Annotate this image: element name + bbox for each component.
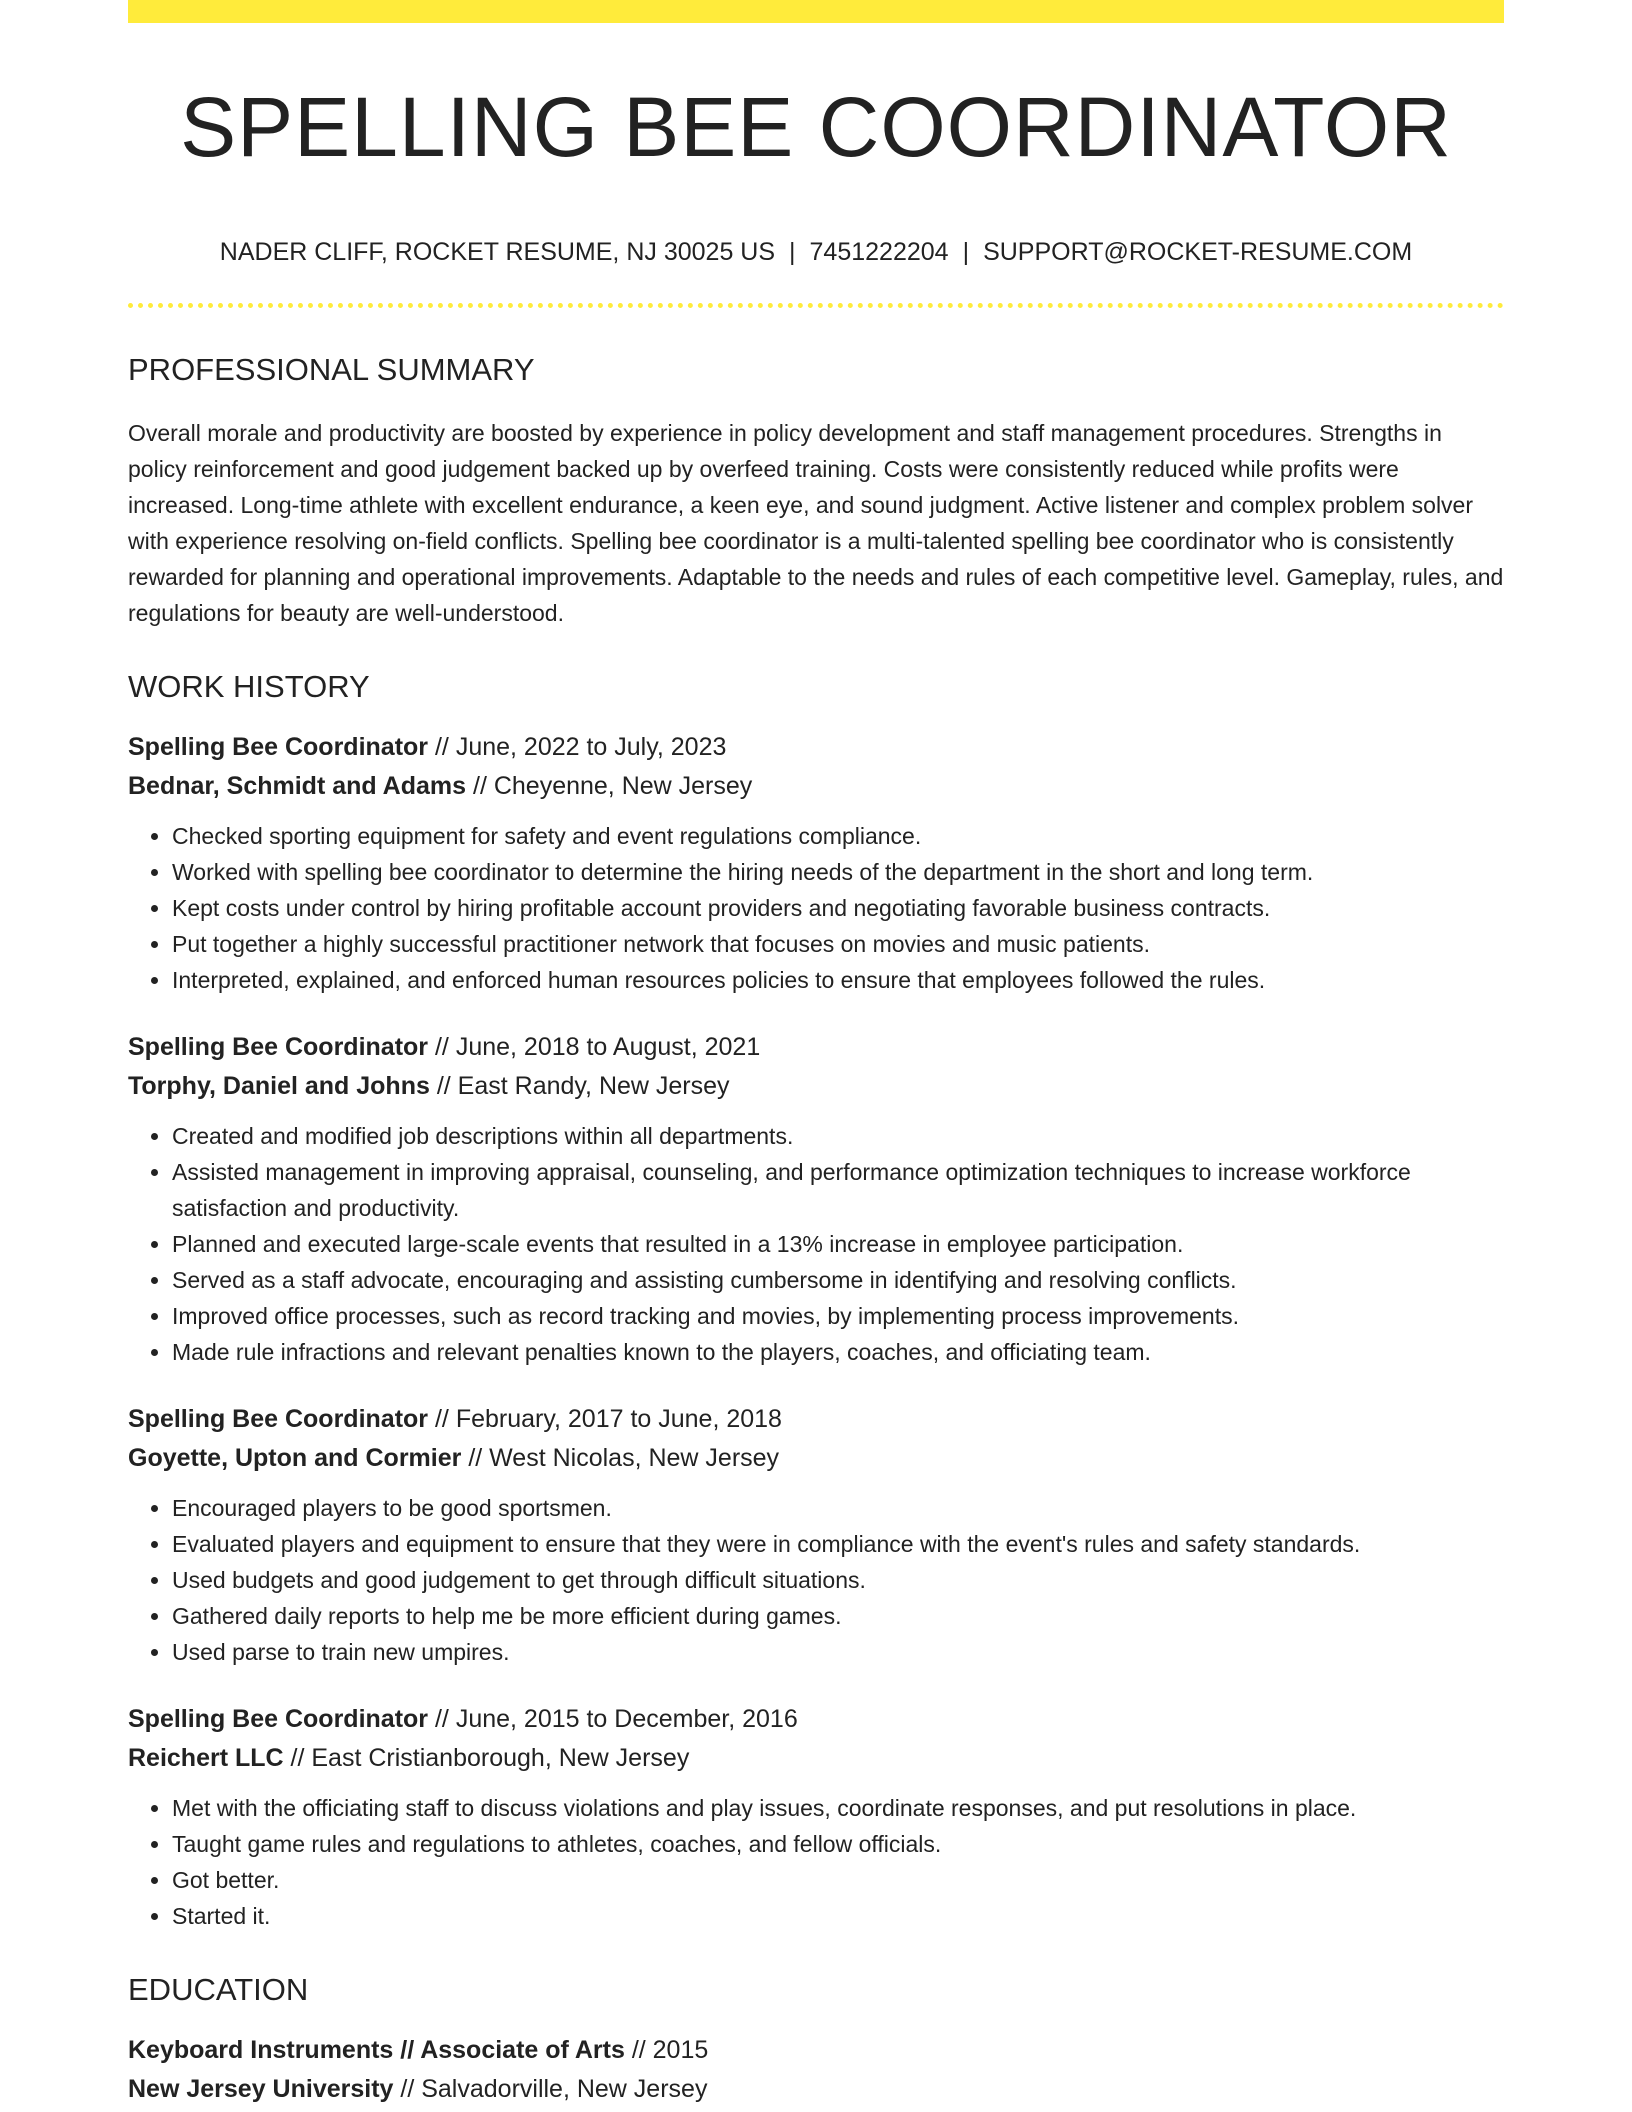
job-location: // East Randy, New Jersey: [429, 1072, 730, 1100]
job-bullet: • Served as a staff advocate, encouraging and assisting cumbersome in identifying and resolving conflicts.: [172, 1262, 1504, 1298]
job-title: Spelling Bee Coordinator: [128, 1405, 429, 1433]
job-bullet: • Checked sporting equipment for safety and event regulations compliance.: [172, 818, 1504, 854]
job-bullet: • Evaluated players and equipment to ensure that they were in compliance with the event's rules and safety standards.: [172, 1526, 1504, 1562]
job-bullet: • Taught game rules and regulations to athletes, coaches, and fellow officials.: [172, 1826, 1504, 1862]
contact-line: [128, 240, 1504, 265]
education-heading: EDUCATION: [128, 1972, 309, 2007]
job-dates: // June, 2018 to August, 2021: [428, 1033, 761, 1061]
job-dates: // February, 2017 to June, 2018: [428, 1405, 782, 1433]
education-entry: [128, 2031, 1504, 2109]
job-location: // East Cristianborough, New Jersey: [283, 1744, 690, 1772]
job-bullet: • Made rule infractions and relevant penalties known to the players, coaches, and officiating team.: [172, 1334, 1504, 1370]
job-company: Bednar, Schmidt and Adams: [128, 772, 467, 800]
top-accent-bar: [128, 0, 1504, 23]
job-bullet: • Encouraged players to be good sportsmen.: [172, 1490, 1504, 1526]
contact-email: SUPPORT@ROCKET-RESUME.COM: [983, 238, 1413, 266]
job-company-line: [128, 1439, 1504, 1478]
dotted-divider: [128, 303, 1504, 308]
job-bullets: [128, 1790, 1504, 1934]
education-school: New Jersey University: [128, 2075, 394, 2103]
contact-phone: 7451222204: [809, 238, 949, 266]
job-bullet: • Started it.: [172, 1898, 1504, 1934]
job-company: Goyette, Upton and Cormier: [128, 1444, 462, 1472]
job-company: Reichert LLC: [128, 1744, 284, 1772]
job-title-line: [128, 1400, 1504, 1439]
summary-text: Overall morale and productivity are boosted by experience in policy development and staff management procedures. Strengths in policy reinforcement and good judgement backed up by overfeed training. Costs were consistently reduced while profits were increased. Long-time athlete with excellent endurance, a keen eye, and sound judgment. Active listener and complex problem solver with experience resolving on-field conflicts. Spelling bee coordinator is a multi-talented spelling bee coordinator who is consistently rewarded for planning and operational improvements. Adaptable to the needs and rules of each competitive level. Gameplay, rules, and regulations for beauty are well-understood.: [128, 420, 1504, 626]
job-entry: [128, 1028, 1504, 1370]
contact-separator: |: [962, 238, 970, 266]
job-company-line: [128, 1739, 1504, 1778]
job-title: Spelling Bee Coordinator: [128, 1033, 429, 1061]
job-bullet: • Created and modified job descriptions within all departments.: [172, 1118, 1504, 1154]
job-bullet: • Met with the officiating staff to discuss violations and play issues, coordinate responses, and put resolutions in place.: [172, 1790, 1504, 1826]
job-location: // Cheyenne, New Jersey: [466, 772, 753, 800]
contact-separator: |: [789, 238, 796, 266]
job-bullets: [128, 1490, 1504, 1670]
job-bullet: • Gathered daily reports to help me be more efficient during games.: [172, 1598, 1504, 1634]
job-dates: // June, 2022 to July, 2023: [428, 733, 727, 761]
job-bullet: • Planned and executed large-scale events that resulted in a 13% increase in employee participation.: [172, 1226, 1504, 1262]
job-bullet: • Got better.: [172, 1862, 1504, 1898]
job-bullet: • Kept costs under control by hiring profitable account providers and negotiating favorable business contracts.: [172, 890, 1504, 926]
job-title-line: [128, 1028, 1504, 1067]
job-company-line: [128, 1067, 1504, 1106]
job-title-line: [128, 1700, 1504, 1739]
education-school-line: [128, 2070, 1504, 2109]
job-bullet: • Worked with spelling bee coordinator to determine the hiring needs of the department in the short and long term.: [172, 854, 1504, 890]
job-bullet: • Assisted management in improving appraisal, counseling, and performance optimization techniques to increase workforce satisfaction and productivity.: [172, 1154, 1504, 1226]
job-bullet: • Improved office processes, such as record tracking and movies, by implementing process improvements.: [172, 1298, 1504, 1334]
job-bullets: [128, 1118, 1504, 1370]
education-degree-line: [128, 2031, 1504, 2070]
job-title-line: [128, 728, 1504, 767]
job-company-line: [128, 767, 1504, 806]
job-entry: [128, 1700, 1504, 1934]
job-entry: [128, 728, 1504, 998]
contact-address: NADER CLIFF, ROCKET RESUME, NJ 30025 US: [219, 238, 776, 266]
education-degree: Keyboard Instruments // Associate of Arts: [128, 2036, 625, 2064]
resume-title: SPELLING BEE COORDINATOR: [180, 80, 1452, 174]
job-bullet: • Used budgets and good judgement to get through difficult situations.: [172, 1562, 1504, 1598]
summary-heading: PROFESSIONAL SUMMARY: [128, 352, 535, 387]
job-bullet: • Used parse to train new umpires.: [172, 1634, 1504, 1670]
job-bullet: • Interpreted, explained, and enforced human resources policies to ensure that employees followed the rules.: [172, 962, 1504, 998]
education-year: // 2015: [624, 2036, 709, 2064]
job-location: // West Nicolas, New Jersey: [461, 1444, 780, 1472]
job-title: Spelling Bee Coordinator: [128, 1705, 429, 1733]
work-history-heading: WORK HISTORY: [128, 669, 370, 704]
job-company: Torphy, Daniel and Johns: [128, 1072, 430, 1100]
job-entry: [128, 1400, 1504, 1670]
job-bullet: • Put together a highly successful practitioner network that focuses on movies and music patients.: [172, 926, 1504, 962]
resume-page: [128, 0, 1504, 2109]
job-bullets: [128, 818, 1504, 998]
job-title: Spelling Bee Coordinator: [128, 733, 429, 761]
job-dates: // June, 2015 to December, 2016: [428, 1705, 798, 1733]
education-location: // Salvadorville, New Jersey: [393, 2075, 708, 2103]
